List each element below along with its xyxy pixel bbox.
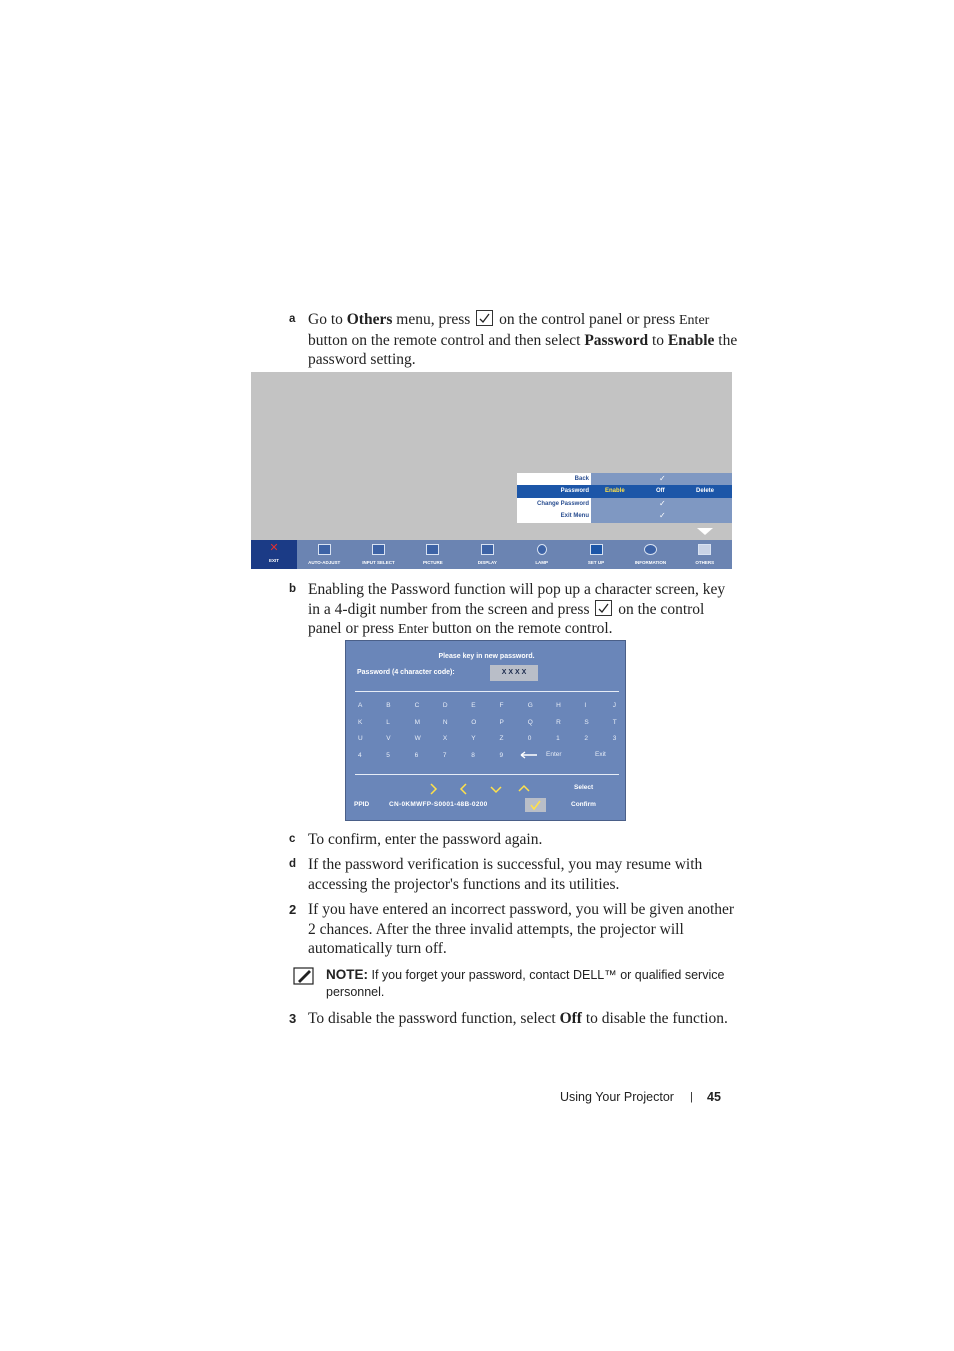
- menu-row-change-password[interactable]: Change Password ✓: [517, 498, 732, 510]
- password-field[interactable]: X X X X: [490, 665, 538, 681]
- input-select-icon: [372, 544, 385, 555]
- checkmark-button-icon: [476, 310, 493, 326]
- step-3: 3 To disable the password function, select Off to disable the function.: [289, 1009, 739, 1029]
- step-text: To disable the password function, select Off to disable the function.: [308, 1010, 728, 1027]
- osd-main-toolbar: [251, 540, 732, 569]
- key-button[interactable]: A: [358, 702, 363, 709]
- enter-key-name: Enter: [679, 313, 710, 328]
- step-d: d If the password verification is successful, you may resume with accessing the projector's functions and its utilities.: [289, 855, 739, 894]
- option-enable[interactable]: Enable: [605, 488, 625, 495]
- key-button[interactable]: I: [584, 702, 587, 709]
- toolbar-picture[interactable]: PICTURE: [406, 540, 460, 569]
- toolbar-set-up[interactable]: SET UP: [569, 540, 623, 569]
- divider: [355, 691, 619, 692]
- divider: [355, 774, 619, 775]
- setup-icon: [590, 544, 603, 555]
- check-icon: ✓: [659, 498, 666, 508]
- page-number: 45: [707, 1090, 721, 1104]
- key-button[interactable]: 8: [471, 751, 475, 759]
- globe-icon: [644, 544, 657, 555]
- step-a: [289, 310, 739, 370]
- key-button[interactable]: P: [499, 718, 504, 726]
- checkmark-button-icon: [595, 600, 612, 616]
- key-button[interactable]: 9: [499, 751, 504, 759]
- footer-section-title: Using Your Projector: [560, 1090, 674, 1104]
- step-label: b: [289, 583, 297, 595]
- key-button[interactable]: T: [612, 718, 617, 726]
- note-text: If you forget your password, contact DELL™ or qualified service personnel.: [326, 968, 725, 999]
- step-label: a: [289, 313, 296, 325]
- key-button[interactable]: N: [442, 718, 448, 726]
- key-button[interactable]: 0: [527, 735, 532, 742]
- toolbar-input-select[interactable]: INPUT SELECT: [351, 540, 405, 569]
- key-button[interactable]: Z: [499, 735, 504, 742]
- key-button[interactable]: H: [556, 702, 561, 709]
- picture-icon: [426, 544, 439, 555]
- key-button[interactable]: B: [386, 702, 391, 709]
- ppid-value: CN-0KMWFP-S0001-48B-0200: [389, 801, 488, 808]
- note: [293, 966, 743, 1001]
- option-delete[interactable]: Delete: [696, 488, 715, 495]
- key-button[interactable]: V: [386, 735, 391, 742]
- note-label: NOTE:: [326, 967, 368, 982]
- close-icon: ✕: [269, 542, 279, 554]
- key-button[interactable]: W: [414, 735, 421, 742]
- menu-row-back[interactable]: Back ✓: [517, 473, 732, 485]
- key-button[interactable]: J: [612, 702, 616, 709]
- option-off[interactable]: Off: [656, 488, 665, 495]
- exit-key[interactable]: Exit: [595, 751, 606, 758]
- display-icon: [481, 544, 494, 555]
- key-button[interactable]: M: [414, 718, 421, 726]
- key-button[interactable]: U: [358, 735, 363, 742]
- key-button[interactable]: 1: [556, 735, 560, 742]
- auto-adjust-icon: [318, 544, 331, 555]
- key-button[interactable]: Q: [527, 718, 533, 726]
- toolbar-others[interactable]: OTHERS: [678, 540, 732, 569]
- select-label: Select: [574, 784, 594, 791]
- key-button[interactable]: 2: [584, 735, 589, 742]
- key-button[interactable]: 6: [414, 751, 419, 759]
- key-button[interactable]: G: [527, 702, 533, 709]
- check-icon: ✓: [659, 511, 666, 521]
- toolbar-display[interactable]: DISPLAY: [460, 540, 514, 569]
- step-text: If the password verification is successful, you may resume with accessing the projector's functions and its utilities.: [308, 856, 703, 893]
- key-button[interactable]: O: [471, 718, 477, 726]
- key-button[interactable]: 7: [442, 751, 447, 759]
- password-entry-screenshot: [345, 640, 626, 821]
- lamp-icon: [537, 544, 547, 555]
- others-submenu: [517, 473, 732, 523]
- key-button[interactable]: D: [442, 702, 448, 709]
- menu-row-exit-menu[interactable]: Exit Menu ✓: [517, 510, 732, 522]
- step-b: [289, 580, 739, 640]
- note-pencil-icon: [293, 966, 315, 986]
- key-button[interactable]: R: [556, 718, 561, 726]
- scroll-down-arrow-icon[interactable]: [697, 528, 713, 535]
- pw-title: Please key in new password.: [438, 653, 535, 660]
- key-button[interactable]: K: [358, 718, 363, 726]
- key-button[interactable]: Y: [471, 735, 476, 742]
- step-2: 2 If you have entered an incorrect password, you will be given another 2 chances. After the three invalid attempts, the projector will automatically turn off.: [289, 900, 739, 959]
- key-button[interactable]: S: [584, 718, 589, 726]
- toolbar-lamp[interactable]: LAMP: [515, 540, 569, 569]
- osd-others-menu-screenshot: [251, 372, 732, 569]
- toolbar-auto-adjust[interactable]: AUTO-ADJUST: [297, 540, 351, 569]
- menu-row-password[interactable]: Password Enable Off Delete: [517, 485, 732, 497]
- others-icon: [698, 544, 711, 555]
- key-button[interactable]: C: [414, 702, 420, 709]
- check-icon: ✓: [659, 474, 666, 483]
- enter-key[interactable]: Enter: [546, 751, 562, 758]
- key-button[interactable]: X: [442, 735, 448, 742]
- menu-name: Others: [346, 311, 393, 328]
- key-button[interactable]: L: [386, 718, 390, 726]
- step-text: To confirm, enter the password again.: [308, 831, 543, 848]
- step-text: Enabling the Password function will pop up a character screen, key in a 4-digit number from the screen and press on the control panel or press Enter button on the remote control.: [308, 581, 726, 638]
- key-button[interactable]: 5: [386, 751, 390, 759]
- step-c: c To confirm, enter the password again.: [289, 830, 739, 850]
- key-button[interactable]: F: [499, 702, 504, 709]
- footer-separator: |: [690, 1091, 693, 1103]
- key-button[interactable]: 4: [358, 751, 362, 759]
- key-button[interactable]: 3: [612, 735, 617, 742]
- toolbar-information[interactable]: INFORMATION: [623, 540, 677, 569]
- step-text: If you have entered an incorrect password, you will be given another 2 chances. After the three invalid attempts, the projector will automatically turn off.: [308, 901, 735, 958]
- confirm-label: Confirm: [571, 801, 596, 808]
- toolbar-exit[interactable]: ✕ EXIT: [251, 540, 297, 569]
- key-button[interactable]: E: [471, 702, 476, 709]
- enter-arrow-icon[interactable]: [520, 751, 538, 761]
- pw-prompt: Password (4 character code):: [357, 669, 455, 676]
- ppid-label: PPID: [354, 801, 370, 808]
- confirm-check-icon[interactable]: [525, 798, 546, 812]
- step-text: Go to Others menu, press on the control panel or press Enter button on the remote control and then select Password to Enable the password setting.: [308, 311, 738, 369]
- navigation-arrows-icon: [428, 782, 548, 796]
